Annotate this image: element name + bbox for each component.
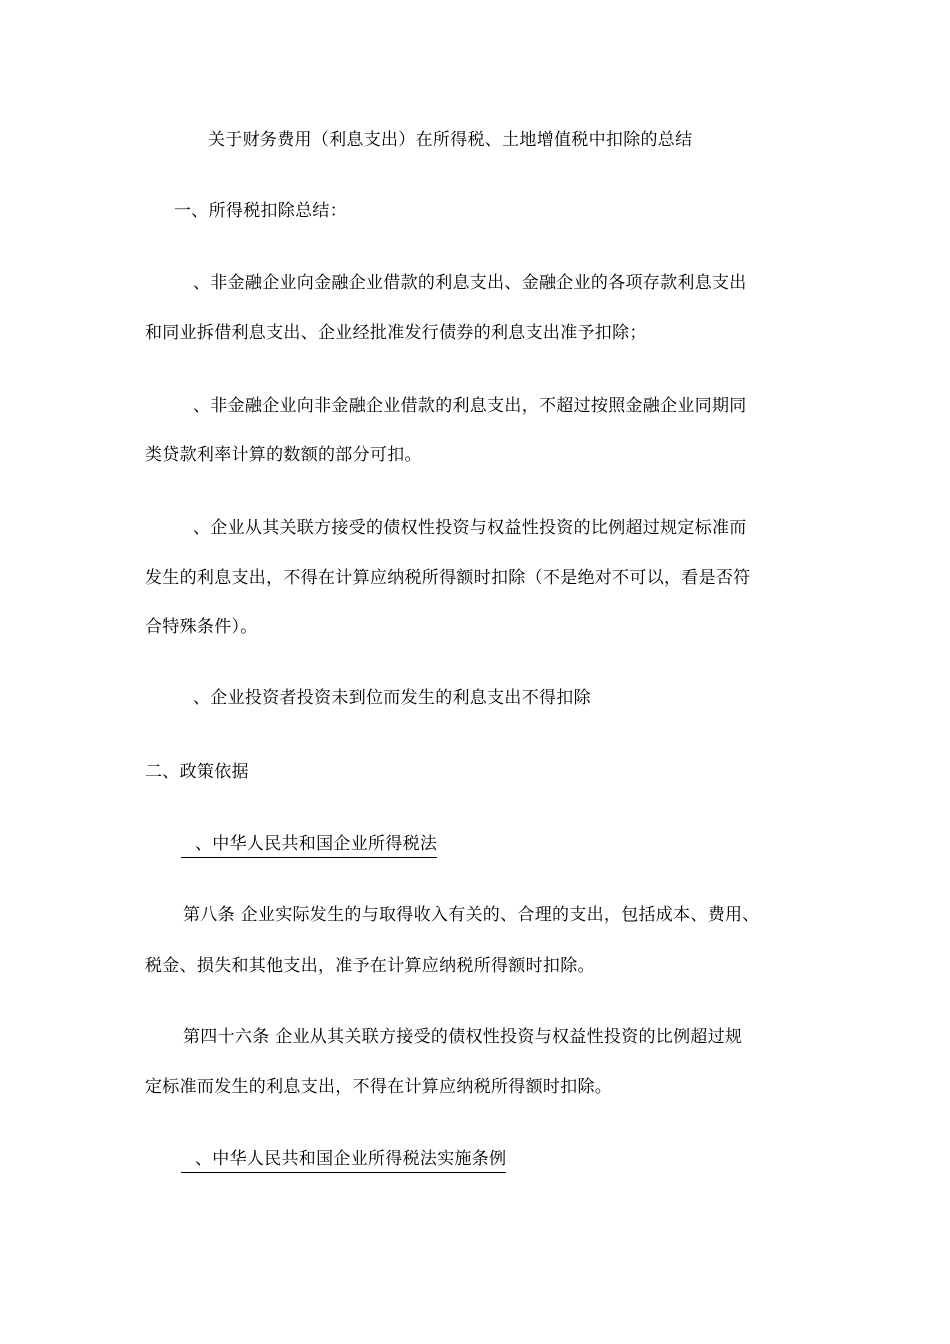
item-1-line-2: 和同业拆借利息支出、企业经批准发行债券的利息支出准予扣除； bbox=[145, 323, 647, 343]
article-46-line-1: 第四十六条 企业从其关联方接受的债权性投资与权益性投资的比例超过规 bbox=[183, 1027, 743, 1047]
article-8-line-2: 税金、损失和其他支出，准予在计算应纳税所得额时扣除。 bbox=[145, 956, 595, 976]
item-3-line-2: 发生的利息支出，不得在计算应纳税所得额时扣除（不是绝对不可以，看是否符 bbox=[145, 568, 751, 588]
item-2-line-1: 、非金融企业向非金融企业借款的利息支出，不超过按照金融企业同期同 bbox=[193, 396, 747, 416]
item-2-line-2: 类贷款利率计算的数额的部分可扣。 bbox=[145, 445, 422, 465]
item-3-line-3: 合特殊条件）。 bbox=[145, 617, 258, 637]
section-1-heading: 一、所得税扣除总结： bbox=[174, 201, 347, 221]
law-1-heading: 、中华人民共和国企业所得税法 bbox=[181, 832, 437, 858]
item-4-line-1: 、企业投资者投资未到位而发生的利息支出不得扣除 bbox=[193, 688, 591, 708]
article-8-line-1: 第八条 企业实际发生的与取得收入有关的、合理的支出，包括成本、费用、 bbox=[183, 905, 760, 925]
document-title: 关于财务费用（利息支出）在所得税、土地增值税中扣除的总结 bbox=[208, 130, 693, 150]
item-3-line-1: 、企业从其关联方接受的债权性投资与权益性投资的比例超过规定标准而 bbox=[193, 518, 747, 538]
section-2-heading: 二、政策依据 bbox=[145, 762, 249, 782]
law-2-heading: 、中华人民共和国企业所得税法实施条例 bbox=[181, 1147, 506, 1173]
article-46-line-2: 定标准而发生的利息支出，不得在计算应纳税所得额时扣除。 bbox=[145, 1077, 613, 1097]
item-1-line-1: 、非金融企业向金融企业借款的利息支出、金融企业的各项存款利息支出 bbox=[193, 273, 747, 293]
